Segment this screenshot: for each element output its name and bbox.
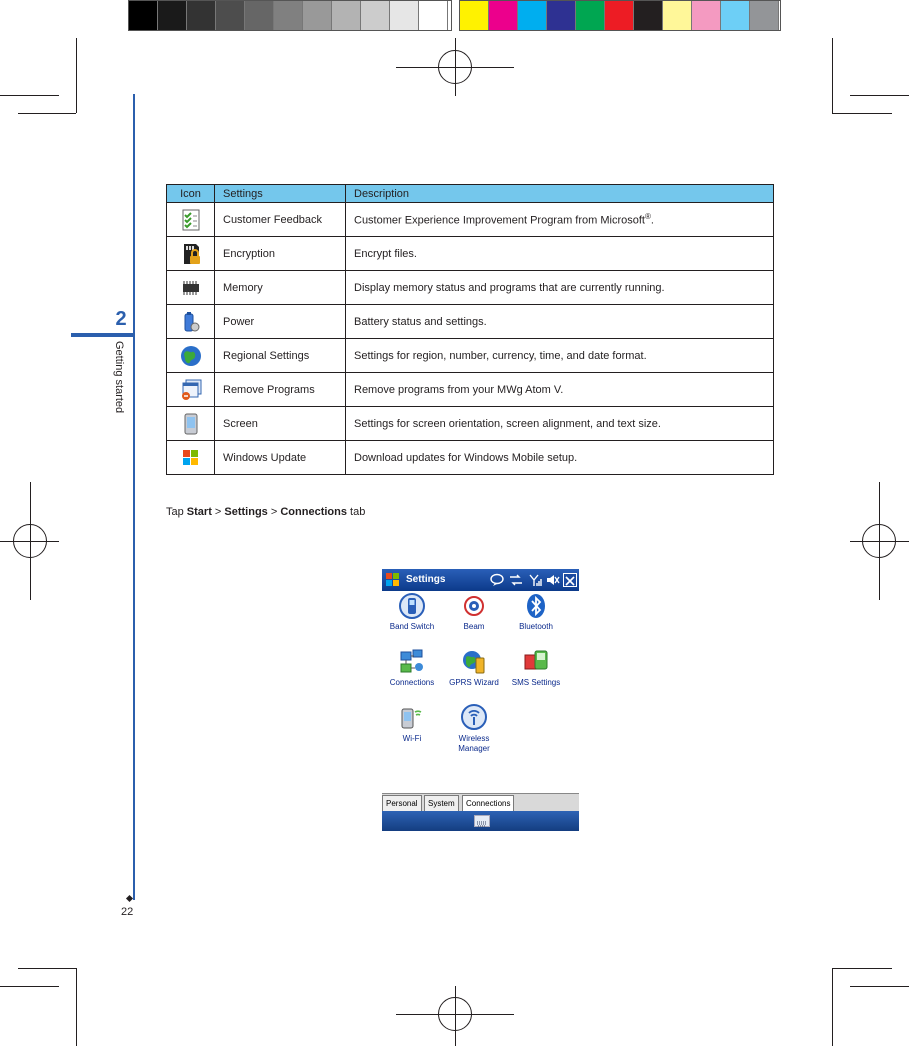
- screen-title: Settings: [406, 574, 446, 585]
- band-switch-label[interactable]: Band Switch: [389, 622, 435, 631]
- header-icon: Icon: [167, 185, 215, 203]
- wifi-label[interactable]: Wi-Fi: [402, 734, 422, 743]
- memory-chip-icon: [180, 277, 202, 299]
- setting-name: Customer Feedback: [215, 203, 346, 237]
- calibration-swatch: [158, 1, 187, 30]
- wifi-icon[interactable]: [399, 704, 425, 730]
- registration-mark: [862, 524, 896, 558]
- setting-description: Encrypt files.: [346, 237, 774, 271]
- crop-mark: [832, 38, 833, 113]
- sms-settings-label[interactable]: SMS Settings: [511, 678, 561, 687]
- header-description: Description: [346, 185, 774, 203]
- tab-personal[interactable]: Personal: [382, 795, 422, 812]
- band-switch-icon[interactable]: [399, 593, 425, 619]
- keyboard-icon: [475, 819, 489, 829]
- crop-mark: [850, 95, 909, 96]
- setting-name: Regional Settings: [215, 339, 346, 373]
- notification-icon[interactable]: [490, 573, 504, 587]
- calibration-swatch: [303, 1, 332, 30]
- setting-description: Battery status and settings.: [346, 305, 774, 339]
- gprs-wizard-label[interactable]: GPRS Wizard: [449, 678, 499, 687]
- battery-icon: [180, 311, 202, 333]
- table-row: [167, 237, 774, 271]
- connections-icon[interactable]: [399, 649, 425, 675]
- keyboard-button[interactable]: [474, 815, 490, 827]
- chapter-title: Getting started: [113, 341, 125, 414]
- calibration-swatch: [274, 1, 303, 30]
- settings-table: [166, 184, 774, 475]
- calibration-swatch: [692, 1, 721, 30]
- setting-name: Power: [215, 305, 346, 339]
- setting-description: Customer Experience Improvement Program from Microsoft®.: [346, 203, 774, 237]
- calibration-swatch: [518, 1, 547, 30]
- connectivity-icon[interactable]: [509, 573, 523, 587]
- calibration-swatch: [663, 1, 692, 30]
- setting-name: Windows Update: [215, 441, 346, 475]
- tab-system[interactable]: System: [424, 795, 459, 812]
- instruction-text: Tap Start > Settings > Connections tab: [166, 506, 366, 518]
- calibration-swatch: [419, 1, 448, 30]
- signal-icon[interactable]: [528, 573, 542, 587]
- bluetooth-label[interactable]: Bluetooth: [519, 622, 553, 631]
- wireless-manager-icon[interactable]: [461, 704, 487, 730]
- chapter-rule: [133, 94, 135, 900]
- registration-mark: [13, 524, 47, 558]
- gprs-wizard-icon[interactable]: [461, 649, 487, 675]
- close-icon: [564, 575, 576, 587]
- setting-name: Memory: [215, 271, 346, 305]
- table-header-row: [167, 185, 774, 203]
- close-button[interactable]: [563, 573, 577, 587]
- table-row: [167, 441, 774, 475]
- beam-label[interactable]: Beam: [463, 622, 485, 631]
- wireless-manager-label[interactable]: Wireless Manager: [458, 734, 490, 753]
- calibration-swatch: [605, 1, 634, 30]
- chapter-number: 2: [115, 308, 127, 330]
- table-row: [167, 203, 774, 237]
- calibration-swatch: [390, 1, 419, 30]
- calibration-swatch: [489, 1, 518, 30]
- setting-name: Remove Programs: [215, 373, 346, 407]
- phone-screen-icon: [180, 413, 202, 435]
- setting-name: Encryption: [215, 237, 346, 271]
- calibration-swatch: [721, 1, 750, 30]
- page-number-ornament: [126, 895, 133, 902]
- calibration-swatch: [216, 1, 245, 30]
- checklist-icon: [180, 209, 202, 231]
- table-row: [167, 339, 774, 373]
- grayscale-calibration-bar: [128, 0, 452, 31]
- calibration-swatch: [634, 1, 663, 30]
- connections-label[interactable]: Connections: [389, 678, 435, 687]
- header-settings: Settings: [215, 185, 346, 203]
- table-row: [167, 407, 774, 441]
- table-row: [167, 373, 774, 407]
- crop-mark: [832, 968, 892, 969]
- crop-mark: [76, 968, 77, 1046]
- table-row: [167, 305, 774, 339]
- table-row: [167, 271, 774, 305]
- calibration-swatch: [361, 1, 390, 30]
- crop-mark: [0, 95, 59, 96]
- crop-mark: [0, 986, 59, 987]
- sd-card-lock-icon: [180, 243, 202, 265]
- calibration-swatch: [245, 1, 274, 30]
- calibration-swatch: [576, 1, 605, 30]
- soft-key-bar: [382, 811, 579, 831]
- tab-connections[interactable]: Connections: [462, 795, 514, 812]
- color-calibration-bar: [459, 0, 781, 31]
- setting-description: Display memory status and programs that are currently running.: [346, 271, 774, 305]
- device-screenshot: [382, 569, 579, 831]
- page-number: 22: [121, 906, 134, 918]
- volume-icon[interactable]: [546, 573, 560, 587]
- tab-bar: [382, 793, 579, 812]
- registration-mark: [438, 997, 472, 1031]
- remove-programs-icon: [180, 379, 202, 401]
- setting-name: Screen: [215, 407, 346, 441]
- sms-settings-icon[interactable]: [523, 649, 549, 675]
- bluetooth-icon[interactable]: [523, 593, 549, 619]
- windows-update-icon: [180, 447, 202, 469]
- calibration-swatch: [750, 1, 779, 30]
- setting-description: Settings for region, number, currency, time, and date format.: [346, 339, 774, 373]
- calibration-swatch: [129, 1, 158, 30]
- crop-mark: [832, 113, 892, 114]
- crop-mark: [850, 986, 909, 987]
- start-menu-icon[interactable]: [386, 573, 400, 587]
- registration-mark: [438, 50, 472, 84]
- calibration-swatch: [460, 1, 489, 30]
- globe-icon: [180, 345, 202, 367]
- crop-mark: [76, 38, 77, 113]
- crop-mark: [832, 968, 833, 1046]
- setting-description: Download updates for Windows Mobile setup.: [346, 441, 774, 475]
- beam-icon[interactable]: [461, 593, 487, 619]
- crop-mark: [18, 113, 76, 114]
- calibration-swatch: [332, 1, 361, 30]
- chapter-tab-rule: [71, 333, 135, 337]
- calibration-swatch: [187, 1, 216, 30]
- setting-description: Settings for screen orientation, screen alignment, and text size.: [346, 407, 774, 441]
- title-bar: [382, 569, 579, 591]
- setting-description: Remove programs from your MWg Atom V.: [346, 373, 774, 407]
- crop-mark: [18, 968, 76, 969]
- calibration-swatch: [547, 1, 576, 30]
